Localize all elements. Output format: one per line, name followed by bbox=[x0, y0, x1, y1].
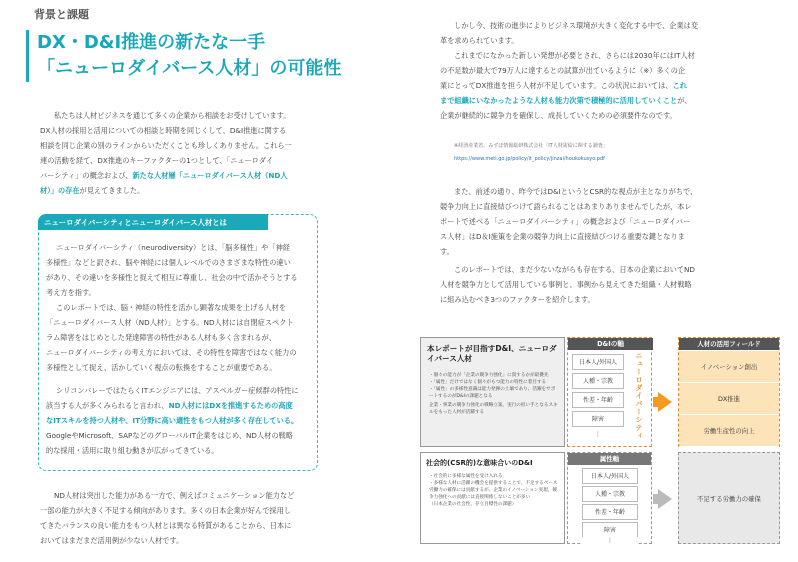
social-items: ・社会的に多様な属性を受け入れる ・多様な人材に活躍の機会を提供することで、不足するベース労働力の確保には貢献するが、企業のイノベーション実現、競争力強化への貢献には直接関係しないことが多い （日本企業の社会性、存立目標性の課題） bbox=[429, 474, 558, 507]
outro-paragraph: ND人材は突出した能力がある一方で、例えばコミュニケーション能力など 一部の能力が大きく不足する傾向があります。多くの日本企業が好んで採用し てきたバランスの良い能力をもつ人材とは異なる特質があることから、日本に おいてはまだまだ活用例が少ない人材です。 bbox=[40, 491, 295, 545]
goal-items: ・個々の能力が「企業の競争力強化」に資するかが最優先 ・「属性」だけではなく個々がもつ能力の特性に着目する ・「属性」の多様性意識は能力発揮の土壌であり、活躍をサポートするのがD&Iの課題となる 企業・事業の競争力強化の戦略立案。実行の担い手となるスキルをもった人材が活躍する bbox=[429, 373, 558, 415]
attribute-axis-box bbox=[567, 452, 652, 544]
section-label: 背景と課題 bbox=[34, 8, 89, 21]
right-paragraph-3: このレポートでは、まだ少ないながらも存在する、日本の企業においてND 人材を競争力として活用している事例と、事例から見えてきた組織・人材戦略 に組み込むべき3つのファクターを紹介します。 bbox=[440, 265, 695, 304]
right-paragraph-1: しかし今、技術の進歩によりビジネス環境が大きく変化する中で、企業は変 革を求められています。 これまでになかった新しい発想が必要とされ、さらには2030年にはIT人材 の不足数が最大で79万人に達するとの試算が出ているように（※）多くの企 業にとってDX推進を担う人材が不足しています。この状況においては、これ まで組織にいなかったような人材も能力次第で積極的に活用していくことが、 企業が継続的に競争力を確保し、成長していくための必須要件なのです。 bbox=[440, 21, 699, 120]
social-box bbox=[420, 452, 565, 544]
goal-box bbox=[420, 337, 565, 447]
arrow-right-icon bbox=[658, 489, 672, 509]
field-box bbox=[678, 337, 780, 447]
social-title: 社会的(CSR的)な意味合いのD&I bbox=[426, 459, 533, 467]
axis-item: 障害 bbox=[572, 411, 624, 427]
labor-shortage-box: 不足する労働力の確保 bbox=[678, 452, 780, 544]
axis-item: ⋮ bbox=[572, 430, 624, 446]
right-paragraph-2: また、前述の通り、昨今ではD&IというとCSR的な視点が主となりがちで、 競争力向上に直接結びつけて語られることはあまりありませんでしたが、本レ ポートで述べる「ニューロダイバーシティ」の概念および「ニューロダイバー ス人材」はD＆I施策を企業の競争力向上に直接結びつける重要な鍵となりま す。 bbox=[440, 187, 698, 256]
definition-text: ニューロダイバーシティ（neurodiversity）とは、「脳多様性」や「神経 多様性」などと訳され、脳や神経には個人レベルでのさまざまな特性の違い があり、その違いを多様性と捉えて相互に尊重し、社会の中で活かそうとする 考え方を指す。 このレポートでは、脳・神経の特性を活かし顕著な成果を上げる人材を 「ニューロダイバース人材（ND人材）」とする。ND人材には自閉症スペクト ラム障害をはじめとした発達障害の特性がある人材も多く含まれるが、 ニューロダイバーシティの考え方においては、その特性を障害ではなく能力の 多様性として捉え、活かしていく視点の転換をすることが重要である。 シリコンバレーではたらくITエンジニアには、アスペルガー症候群の特性に 該当する人が多くみられると言われ、ND人材にはDXを推進するための高度 なITスキルを持つ人材や、IT分野に高い適性をもつ人材が多く存在している。 GoogleやMicrosoft、SAPなどのグローバルIT企業をはじめ、ND人材の戦略 的な採用・活用に取り組む動きが広がってきている。 bbox=[46, 243, 299, 455]
goal-title: 本レポートが目指すD&I、ニューロダイバース人材 bbox=[427, 344, 557, 363]
di-framework-figure bbox=[420, 332, 780, 547]
attribute-item: 人種・宗教 bbox=[582, 486, 638, 502]
title-line-2: 「ニューロダイバース人材」の可能性 bbox=[37, 58, 342, 79]
field-cell: DX推進 bbox=[679, 383, 779, 415]
attribute-item: 障害 bbox=[582, 522, 638, 538]
attribute-item: 性差・年齢 bbox=[582, 504, 638, 520]
attribute-item: ⋮ bbox=[582, 537, 638, 545]
axis-item: 性差・年齢 bbox=[572, 392, 624, 408]
footnote-link[interactable]: https://www.meti.go.jp/policy/it_policy/jinzai/houkokusyo.pdf bbox=[454, 156, 605, 162]
field-cell: イノベーション創出 bbox=[679, 351, 779, 383]
definition-box-title: ニューロダイバーシティとニューロダイバース人材とは bbox=[38, 214, 268, 230]
attribute-item: 日本人/外国人 bbox=[582, 468, 638, 484]
axis-item: 日本人/外国人 bbox=[572, 354, 624, 370]
neurodiversity-label: ニューロダイバーシティ bbox=[635, 352, 643, 440]
title-line-1: DX・D&I推進の新たな一手 bbox=[37, 32, 266, 53]
intro-highlight: 新たな人材層「ニューロダイバース人材（ND人 bbox=[132, 171, 288, 180]
footnote-source: ※経済産業省、みずほ情報総研株式会社「IT人材需給に関する調査」 bbox=[454, 143, 608, 149]
intro-paragraph: 私たちは人材ビジネスを通じて多くの企業から相談をお受けしています。 DX人材の採用と活用についての相談と時期を同じくして、D&I推進に関する 相談を同じ企業の別のラインからいただくことも珍しくありません。これら一 連の活動を経て、DX推進のキーファクターの1つとして、「ニューロダイ バーシティ」の概念および、新たな人材層「ニューロダイバース人材（ND人 材）」の存在が見えてきました。 bbox=[40, 111, 292, 195]
axis-item: 人種・宗教 bbox=[572, 373, 624, 389]
field-cell: 労働生産性の向上 bbox=[679, 415, 779, 447]
arrow-right-icon bbox=[658, 392, 672, 412]
field-header: 人材の活用フィールド bbox=[679, 338, 779, 350]
di-axis-header: D&Iの軸 bbox=[568, 338, 653, 350]
di-axis-box bbox=[567, 337, 652, 447]
page-title bbox=[26, 30, 346, 82]
attribute-axis-header: 属性軸 bbox=[568, 453, 651, 465]
